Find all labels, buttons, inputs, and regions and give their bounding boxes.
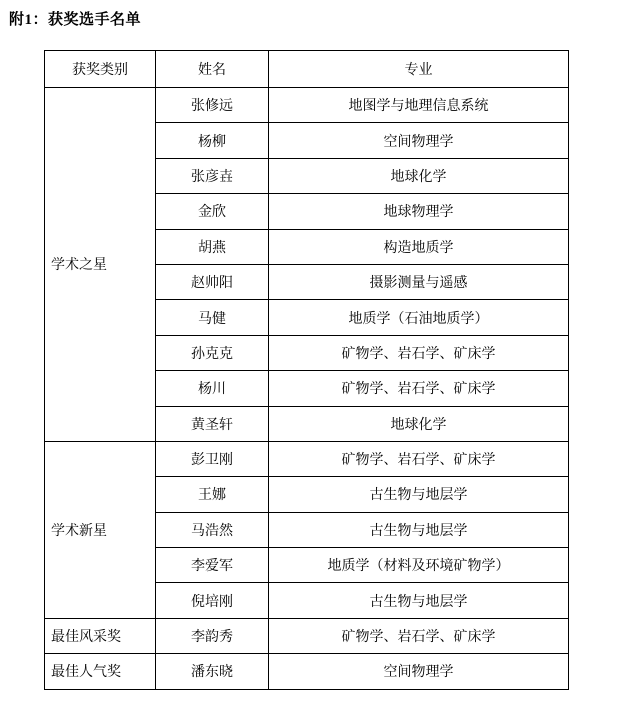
name-cell: 李爱军 [156, 548, 269, 583]
major-cell: 地球物理学 [269, 194, 569, 229]
major-cell: 地球化学 [269, 158, 569, 193]
name-cell: 赵帅阳 [156, 264, 269, 299]
table-row [45, 618, 569, 653]
header-name: 姓名 [156, 51, 269, 88]
name-cell: 彭卫刚 [156, 441, 269, 476]
header-major: 专业 [269, 51, 569, 88]
name-cell: 胡燕 [156, 229, 269, 264]
major-cell: 古生物与地层学 [269, 583, 569, 618]
major-cell: 摄影测量与遥感 [269, 264, 569, 299]
category-cell: 学术新星 [45, 441, 156, 618]
table-row [45, 441, 569, 476]
name-cell: 杨柳 [156, 123, 269, 158]
award-winners-table [44, 50, 569, 690]
major-cell: 空间物理学 [269, 654, 569, 689]
name-cell: 马健 [156, 300, 269, 335]
name-cell: 潘东晓 [156, 654, 269, 689]
major-cell: 古生物与地层学 [269, 512, 569, 547]
major-cell: 矿物学、岩石学、矿床学 [269, 371, 569, 406]
name-cell: 张修远 [156, 88, 269, 123]
major-cell: 空间物理学 [269, 123, 569, 158]
major-cell: 地图学与地理信息系统 [269, 88, 569, 123]
table-row [45, 654, 569, 689]
major-cell: 构造地质学 [269, 229, 569, 264]
page-title: 附1：获奖选手名单 [9, 12, 142, 28]
name-cell: 倪培刚 [156, 583, 269, 618]
major-cell: 古生物与地层学 [269, 477, 569, 512]
major-cell: 矿物学、岩石学、矿床学 [269, 441, 569, 476]
category-cell: 最佳风采奖 [45, 618, 156, 653]
name-cell: 张彦壵 [156, 158, 269, 193]
category-cell: 学术之星 [45, 88, 156, 442]
header-award-category: 获奖类别 [45, 51, 156, 88]
major-cell: 矿物学、岩石学、矿床学 [269, 618, 569, 653]
table-row [45, 88, 569, 123]
category-cell: 最佳人气奖 [45, 654, 156, 689]
name-cell: 王娜 [156, 477, 269, 512]
name-cell: 李韵秀 [156, 618, 269, 653]
major-cell: 地质学（石油地质学） [269, 300, 569, 335]
name-cell: 马浩然 [156, 512, 269, 547]
name-cell: 金欣 [156, 194, 269, 229]
name-cell: 黄圣轩 [156, 406, 269, 441]
major-cell: 地球化学 [269, 406, 569, 441]
major-cell: 地质学（材料及环境矿物学） [269, 548, 569, 583]
name-cell: 杨川 [156, 371, 269, 406]
name-cell: 孙克克 [156, 335, 269, 370]
major-cell: 矿物学、岩石学、矿床学 [269, 335, 569, 370]
table-header-row [45, 51, 569, 88]
